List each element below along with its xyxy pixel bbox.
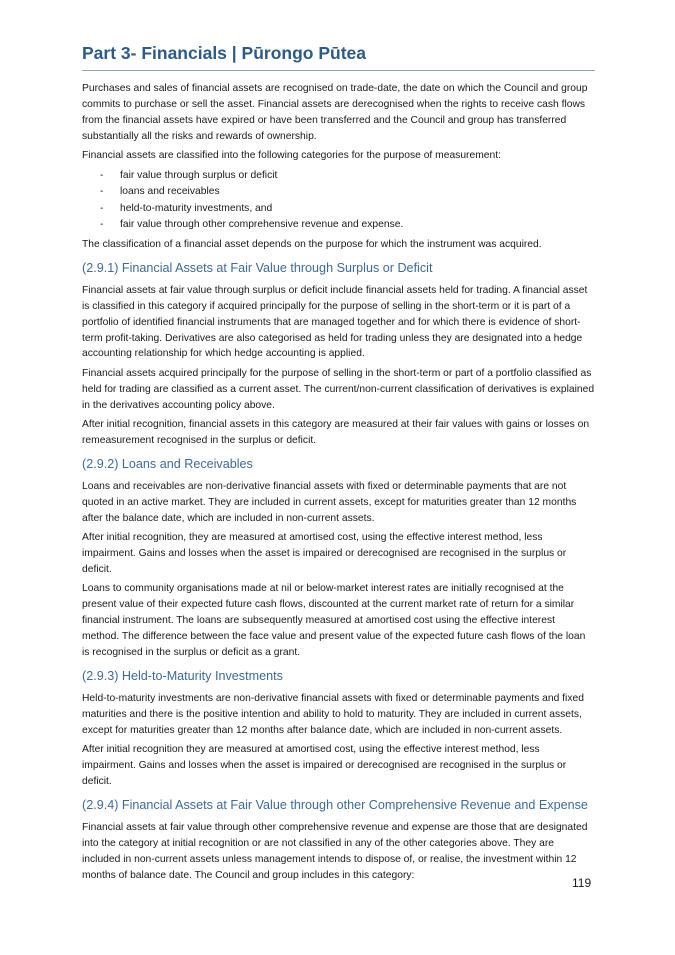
section-paragraph: After initial recognition they are measured at amortised cost, using the effective interest method, less impairment. Gains and losses when the asset is impaired or derecognised are recognised in the surplus or deficit. [82, 744, 567, 787]
list-item-text: held-to-maturity investments, and [120, 202, 273, 214]
section-paragraph: Financial assets at fair value through other comprehensive revenue and expense are those that are designated into the category at initial recognition or are not classified in any of the other categories above. They are included in non-current assets unless management intends to dispose of, or realise, the investment within 12 months of balance date. The Council and group includes in this category: [82, 821, 588, 881]
dash-marker: - [100, 186, 104, 198]
page-title: Part 3- Financials | Pūrongo Pūtea [82, 42, 595, 71]
list-item [82, 168, 595, 185]
intro-paragraph-2: Financial assets are classified into the following categories for the purpose of measurement: [82, 150, 501, 162]
list-item [82, 184, 595, 201]
document-body [82, 81, 595, 883]
list-item-text: fair value through surplus or deficit [120, 169, 278, 181]
list-item-text: fair value through other comprehensive revenue and expense. [120, 219, 404, 231]
dash-marker: - [100, 202, 104, 214]
list-item [82, 201, 595, 218]
section-paragraph: Loans and receivables are non-derivative financial assets with fixed or determinable payments that are not quoted in an active market. They are included in current assets, except for maturities greater than 12 months after the balance date, which are included in non-current assets. [82, 480, 577, 524]
dash-marker: - [100, 219, 104, 231]
section-paragraph: Held-to-maturity investments are non-derivative financial assets with fixed or determinable payments and fixed maturities and there is the positive intention and ability to hold to maturity. They are included in current assets, except for maturities greater than 12 months after balance date, which are included in non-current assets. [82, 692, 584, 736]
document-page [82, 42, 595, 887]
section-heading-2-9-3: (2.9.3) Held-to-Maturity Investments [82, 668, 283, 683]
section-paragraph: Loans to community organisations made at nil or below-market interest rates are initially recognised at the present value of their expected future cash flows, discounted at the current market rate of return for a similar financial instrument. The loans are subsequently measured at amortised cost using the effective interest method. The difference between the face value and present value of the expected future cash flows of the loan is recognised in the surplus or deficit as a grant. [82, 583, 586, 658]
section-paragraph: Financial assets acquired principally for the purpose of selling in the short-term or part of a portfolio classified as held for trading are classified as a current asset. The current/non-current classification of derivatives is explained in the derivatives accounting policy above. [82, 367, 595, 411]
dash-marker: - [100, 169, 104, 181]
intro-paragraph-3: The classification of a financial asset depends on the purpose for which the instrument was acquired. [82, 238, 542, 250]
category-list [82, 168, 595, 234]
page-number: 119 [572, 876, 592, 890]
section-heading-2-9-2: (2.9.2) Loans and Receivables [82, 456, 253, 471]
section-paragraph: After initial recognition, financial assets in this category are measured at their fair values with gains or losses on remeasurement recognised in the surplus or deficit. [82, 419, 590, 446]
list-item [82, 217, 595, 234]
intro-paragraph-1: Purchases and sales of financial assets are recognised on trade-date, the date on which the Council and group commits to purchase or sell the asset. Financial assets are derecognised when the rights to receive cash flows from the financial assets have expired or have been transferred and the Council and group has transferred substantially all the risks and rewards of ownership. [82, 83, 588, 142]
section-heading-2-9-1: (2.9.1) Financial Assets at Fair Value through Surplus or Deficit [82, 260, 433, 275]
list-item-text: loans and receivables [120, 186, 220, 198]
section-paragraph: After initial recognition, they are measured at amortised cost, using the effective interest method, less impairment. Gains and losses when the asset is impaired or derecognised are recognised in the surplus or deficit. [82, 532, 567, 575]
section-paragraph: Financial assets at fair value through surplus or deficit include financial assets held for trading. A financial asset is classified in this category if acquired principally for the purpose of selling in the short-term or it is part of a portfolio of identified financial instruments that are managed together and for which there is evidence of short-term profit-taking. Derivatives are also categorised as held for trading unless they are designated into a hedge accounting relationship for which hedge accounting is applied. [82, 284, 588, 360]
section-heading-2-9-4: (2.9.4) Financial Assets at Fair Value through other Comprehensive Revenue and Expense [82, 797, 588, 812]
